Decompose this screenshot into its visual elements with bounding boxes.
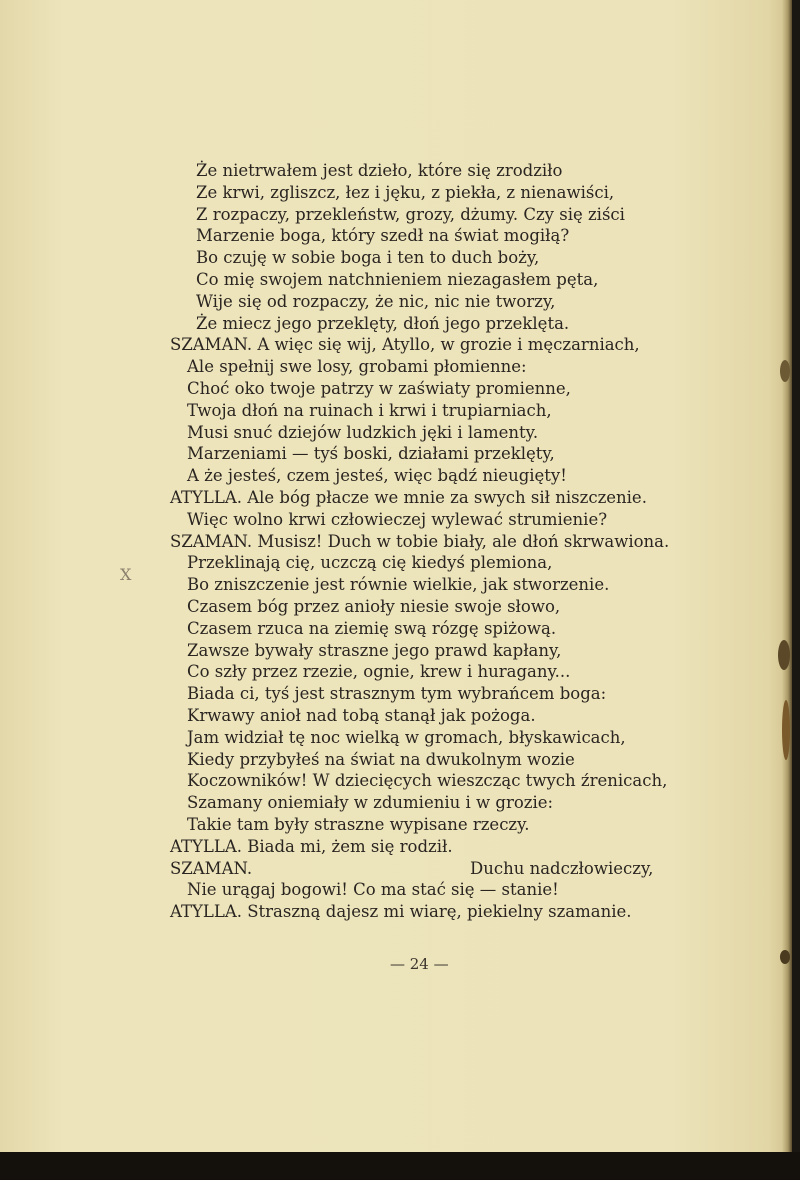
page-number: — 24 — xyxy=(390,955,449,973)
verse-line xyxy=(170,661,670,683)
verse-line-text: Jam widział tę noc wielką w gromach, błyskawicach, xyxy=(187,727,626,747)
verse-line xyxy=(170,422,670,444)
verse-line xyxy=(170,792,670,814)
edge-stain xyxy=(778,640,790,670)
verse-line-text: A że jesteś, czem jesteś, więc bądź nieugięty! xyxy=(187,466,567,486)
verse-line-text: Czasem bóg przez anioły niesie swoje słowo, xyxy=(187,596,561,616)
verse-line xyxy=(170,901,670,923)
verse-line-text: Krwawy anioł nad tobą stanął jak pożoga. xyxy=(187,705,536,725)
verse-line-text: ATYLLA. Biada mi, żem się rodził. xyxy=(170,836,453,856)
verse-line xyxy=(170,836,670,858)
verse-line-text: Z rozpaczy, przekleństw, grozy, dżumy. Czy się ziści xyxy=(196,204,625,224)
verse-line xyxy=(170,705,670,727)
verse-line-text: Czasem rzuca na ziemię swą rózgę spiżową. xyxy=(187,618,557,638)
verse-line-text: SZAMAN. A więc się wij, Atyllo, w grozie i męczarniach, xyxy=(170,335,640,355)
margin-pencil-mark: X xyxy=(120,565,132,584)
verse-line xyxy=(170,291,670,313)
scan-bottom-border xyxy=(0,1152,800,1180)
verse-line-text: Ale spełnij swe losy, grobami płomienne: xyxy=(187,357,527,377)
verse-line xyxy=(170,269,670,291)
verse-line-text: SZAMAN. Musisz! Duch w tobie biały, ale dłoń skrwawiona. xyxy=(170,531,670,551)
verse-line-text: Szamany oniemiały w zdumieniu i w grozie: xyxy=(187,793,554,813)
verse-line xyxy=(170,160,670,182)
edge-stain xyxy=(780,950,790,964)
verse-line xyxy=(170,618,670,640)
verse-line-text: Kiedy przybyłeś na świat na dwukolnym wozie xyxy=(187,749,575,769)
verse-line xyxy=(170,770,670,792)
verse-line xyxy=(170,204,670,226)
verse-line-text: Że nietrwałem jest dzieło, które się zrodziło xyxy=(196,161,563,180)
page-edge-shadow xyxy=(782,0,792,1152)
verse-line-text: Wije się od rozpaczy, że nic, nic nie tworzy, xyxy=(196,291,556,311)
verse-line xyxy=(170,487,670,509)
verse-line-text: Marzenie boga, który szedł na świat mogiłą? xyxy=(196,226,570,246)
edge-stain xyxy=(780,360,790,382)
verse-line-text: ATYLLA. Ale bóg płacze we mnie za swych sił niszczenie. xyxy=(170,487,647,507)
verse-line xyxy=(170,552,670,574)
verse-line xyxy=(170,400,670,422)
verse-line xyxy=(170,531,670,553)
verse-line xyxy=(170,247,670,269)
verse-line xyxy=(170,858,670,880)
verse-line xyxy=(170,182,670,204)
verse-line xyxy=(170,313,670,335)
verse-line xyxy=(170,596,670,618)
verse-line-text: Takie tam były straszne wypisane rzeczy. xyxy=(187,814,530,834)
verse-line-text: Musi snuć dziejów ludzkich jęki i lamenty. xyxy=(187,422,539,442)
verse-line xyxy=(170,225,670,247)
verse-line xyxy=(170,727,670,749)
verse-line-text: Biada ci, tyś jest strasznym tym wybrańcem boga: xyxy=(187,684,607,704)
verse-line xyxy=(170,749,670,771)
verse-line xyxy=(170,356,670,378)
verse-line-text: Ze krwi, zgliszcz, łez i jęku, z piekła, z nienawiści, xyxy=(196,182,615,202)
verse-line-text: Co mię swojem natchnieniem niezagasłem pęta, xyxy=(196,269,599,289)
edge-stain xyxy=(782,700,790,760)
verse-line xyxy=(170,574,670,596)
verse-line-continuation: Duchu nadczłowieczy, xyxy=(470,858,654,878)
verse-line-text: Przeklinają cię, uczczą cię kiedyś plemiona, xyxy=(187,553,553,573)
verse-line-text: Koczowników! W dziecięcych wieszcząc twych źrenicach, xyxy=(187,771,668,791)
verse-line-text: Co szły przez rzezie, ognie, krew i huragany... xyxy=(187,662,571,682)
verse-line-text: Bo czuję w sobie boga i ten to duch boży, xyxy=(196,248,540,268)
verse-line xyxy=(170,334,670,356)
verse-line xyxy=(170,443,670,465)
verse-line xyxy=(170,465,670,487)
verse-line xyxy=(170,879,670,901)
verse-line-text: Że miecz jego przeklęty, dłoń jego przeklęta. xyxy=(196,313,570,333)
verse-line xyxy=(170,683,670,705)
verse-line-text: ATYLLA. Straszną dajesz mi wiarę, piekielny szamanie. xyxy=(170,902,632,922)
verse-line xyxy=(170,509,670,531)
verse-line-text: Twoja dłoń na ruinach i krwi i trupiarniach, xyxy=(187,400,552,420)
verse-line-text: Więc wolno krwi człowieczej wylewać strumienie? xyxy=(187,509,608,529)
verse-line-text: Zawsze bywały straszne jego prawd kapłany, xyxy=(187,640,562,660)
verse-line-text: SZAMAN. xyxy=(170,858,253,878)
verse-line xyxy=(170,378,670,400)
verse-line-text: Choć oko twoje patrzy w zaświaty promienne, xyxy=(187,378,571,398)
verse-line-text: Marzeniami — tyś boski, działami przeklęty, xyxy=(187,444,555,464)
verse-line xyxy=(170,814,670,836)
verse-text-block xyxy=(170,160,670,923)
verse-line xyxy=(170,640,670,662)
verse-line-text: Bo zniszczenie jest równie wielkie, jak stworzenie. xyxy=(187,575,610,595)
verse-line-text: Nie urągaj bogowi! Co ma stać się — stanie! xyxy=(187,880,559,900)
